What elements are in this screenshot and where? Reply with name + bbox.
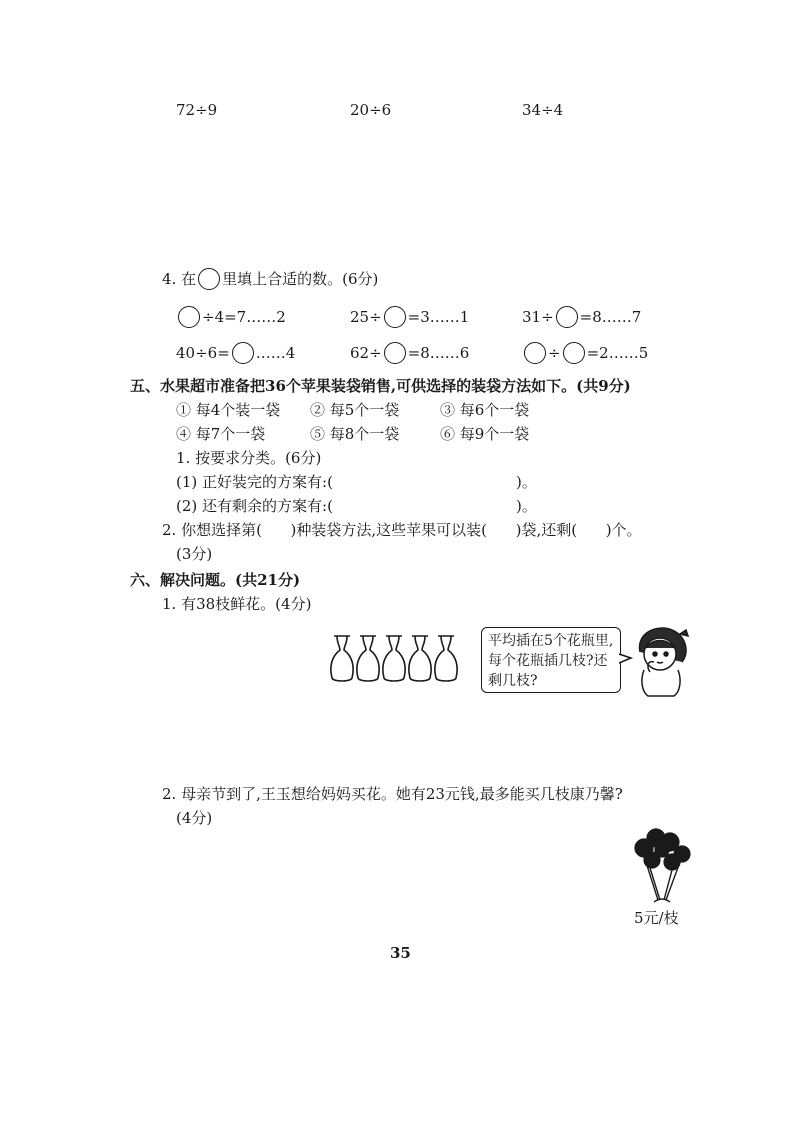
division-72-9: 72÷9 (176, 101, 218, 119)
blank-circle-icon (524, 342, 546, 364)
speech-bubble (481, 627, 621, 693)
blank-circle-icon (384, 306, 406, 328)
section5-title: 五、水果超市准备把36个苹果装袋销售,可供选择的装袋方法如下。(共9分) (130, 377, 631, 395)
s5-q1-b: (2) 还有剩余的方案有:( (176, 497, 333, 515)
s5-q2-score: (3分) (176, 545, 213, 563)
price-tag: 5元/枝 (634, 909, 679, 927)
girl-thinking-icon (628, 622, 694, 698)
s5-q2-line: 2. 你想选择第( )种装袋方法,这些苹果可以装( )袋,还剩( )个。 (162, 521, 642, 539)
option-4: ④ 每7个一袋 (176, 425, 266, 443)
blank-circle-icon (198, 268, 220, 290)
blank-circle-icon (384, 342, 406, 364)
option-1: ① 每4个装一袋 (176, 401, 281, 419)
q4-row1-item1: ÷4=7……2 (176, 306, 286, 328)
blank-circle-icon (563, 342, 585, 364)
vase-icon (357, 636, 379, 681)
vase-icon (435, 636, 457, 681)
s5-q1-b-end: )。 (516, 497, 537, 515)
q4-row1-item3: 31÷ =8……7 (522, 308, 642, 326)
vase-icon (331, 636, 353, 681)
carnation-icon (630, 828, 696, 908)
speech-text: 平均插在5个花瓶里,每个花瓶插几枝?还剩几枝? (488, 633, 614, 689)
option-5: ⑤ 每8个一袋 (310, 425, 400, 443)
blank-circle-icon (178, 306, 200, 328)
q4-row2-item3: ÷ =2……5 (522, 342, 648, 364)
option-2: ② 每5个一袋 (310, 401, 400, 419)
s5-q1-a: (1) 正好装完的方案有:( (176, 473, 333, 491)
division-34-4: 34÷4 (522, 101, 564, 119)
s5-q1-a-end: )。 (516, 473, 537, 491)
q4-title: 4. 在 里填上合适的数。(6分) (162, 270, 379, 288)
q4-row2-item1: 40÷6= ……4 (176, 344, 296, 362)
q4-row2-item2: 62÷ =8……6 (350, 344, 470, 362)
s6-q1-title: 1. 有38枝鲜花。(4分) (162, 595, 312, 613)
s6-q2-title: 2. 母亲节到了,王玉想给妈妈买花。她有23元钱,最多能买几枝康乃馨? (162, 785, 623, 803)
blank-circle-icon (556, 306, 578, 328)
s6-q2-score: (4分) (176, 809, 213, 827)
section6-title: 六、解决问题。(共21分) (130, 571, 301, 589)
page-number: 35 (390, 944, 411, 962)
vase-icon (409, 636, 431, 681)
q4-row1-item2: 25÷ =3……1 (350, 308, 470, 326)
option-6: ⑥ 每9个一袋 (440, 425, 530, 443)
s5-q1-title: 1. 按要求分类。(6分) (176, 449, 322, 467)
division-20-6: 20÷6 (350, 101, 392, 119)
vase-icon (383, 636, 405, 681)
vases-illustration (328, 632, 468, 686)
blank-circle-icon (232, 342, 254, 364)
option-3: ③ 每6个一袋 (440, 401, 530, 419)
